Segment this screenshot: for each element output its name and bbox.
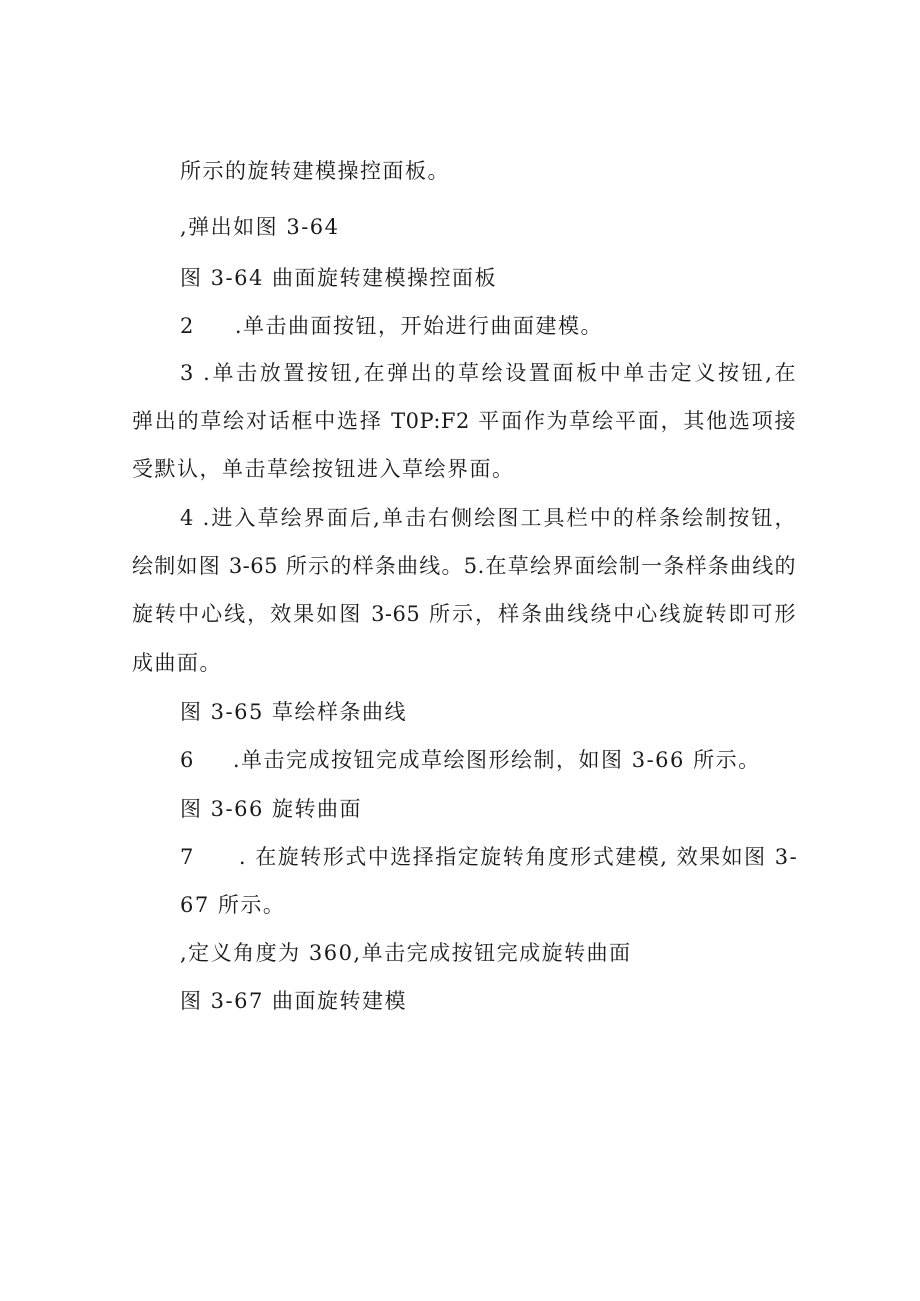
paragraph-line: ,定义角度为 360,单击完成按钮完成旋转曲面 xyxy=(180,941,632,965)
paragraph-line: 绘制如图 3-65 所示的样条曲线。5.在草绘界面绘制一条样条曲线的 xyxy=(132,554,796,578)
figure-caption: 图 3-67 曲面旋转建模 xyxy=(180,989,408,1013)
paragraph-line: 受默认，单击草绘按钮进入草绘界面。 xyxy=(132,457,515,481)
paragraph-line: ,弹出如图 3-64 xyxy=(180,215,340,239)
figure-caption: 图 3-65 草绘样条曲线 xyxy=(180,700,408,724)
step-text: .单击完成按钮完成草绘图形绘制，如图 3-66 所示。 xyxy=(232,748,761,772)
paragraph-line: 67 所示。 xyxy=(180,893,286,917)
step-6 xyxy=(180,745,761,775)
paragraph-line: 弹出的草绘对话框中选择 T0P:F2 平面作为草绘平面，其他选项接 xyxy=(132,409,796,433)
step-4-line: 4 .进入草绘界面后,单击右侧绘图工具栏中的样条绘制按钮， xyxy=(180,506,796,530)
figure-caption: 图 3-66 旋转曲面 xyxy=(180,797,363,821)
step-number: 2 xyxy=(180,314,195,338)
step-7 xyxy=(180,842,798,872)
step-number: 6 xyxy=(180,748,195,772)
step-text: .单击曲面按钮，开始进行曲面建模。 xyxy=(234,314,604,338)
step-3-line: 3 .单击放置按钮,在弹出的草绘设置面板中单击定义按钮,在 xyxy=(180,361,796,385)
figure-caption: 图 3-64 曲面旋转建模操控面板 xyxy=(180,266,498,290)
paragraph-line: 成曲面。 xyxy=(132,651,222,675)
paragraph-line: 旋转中心线，效果如图 3-65 所示，样条曲线绕中心线旋转即可形 xyxy=(132,602,796,626)
step-number: 7 xyxy=(180,845,195,869)
step-text: . 在旋转形式中选择指定旋转角度形式建模, 效果如图 3- xyxy=(238,845,799,869)
step-2 xyxy=(180,311,603,341)
paragraph-line: 所示的旋转建模操控面板。 xyxy=(180,159,450,183)
